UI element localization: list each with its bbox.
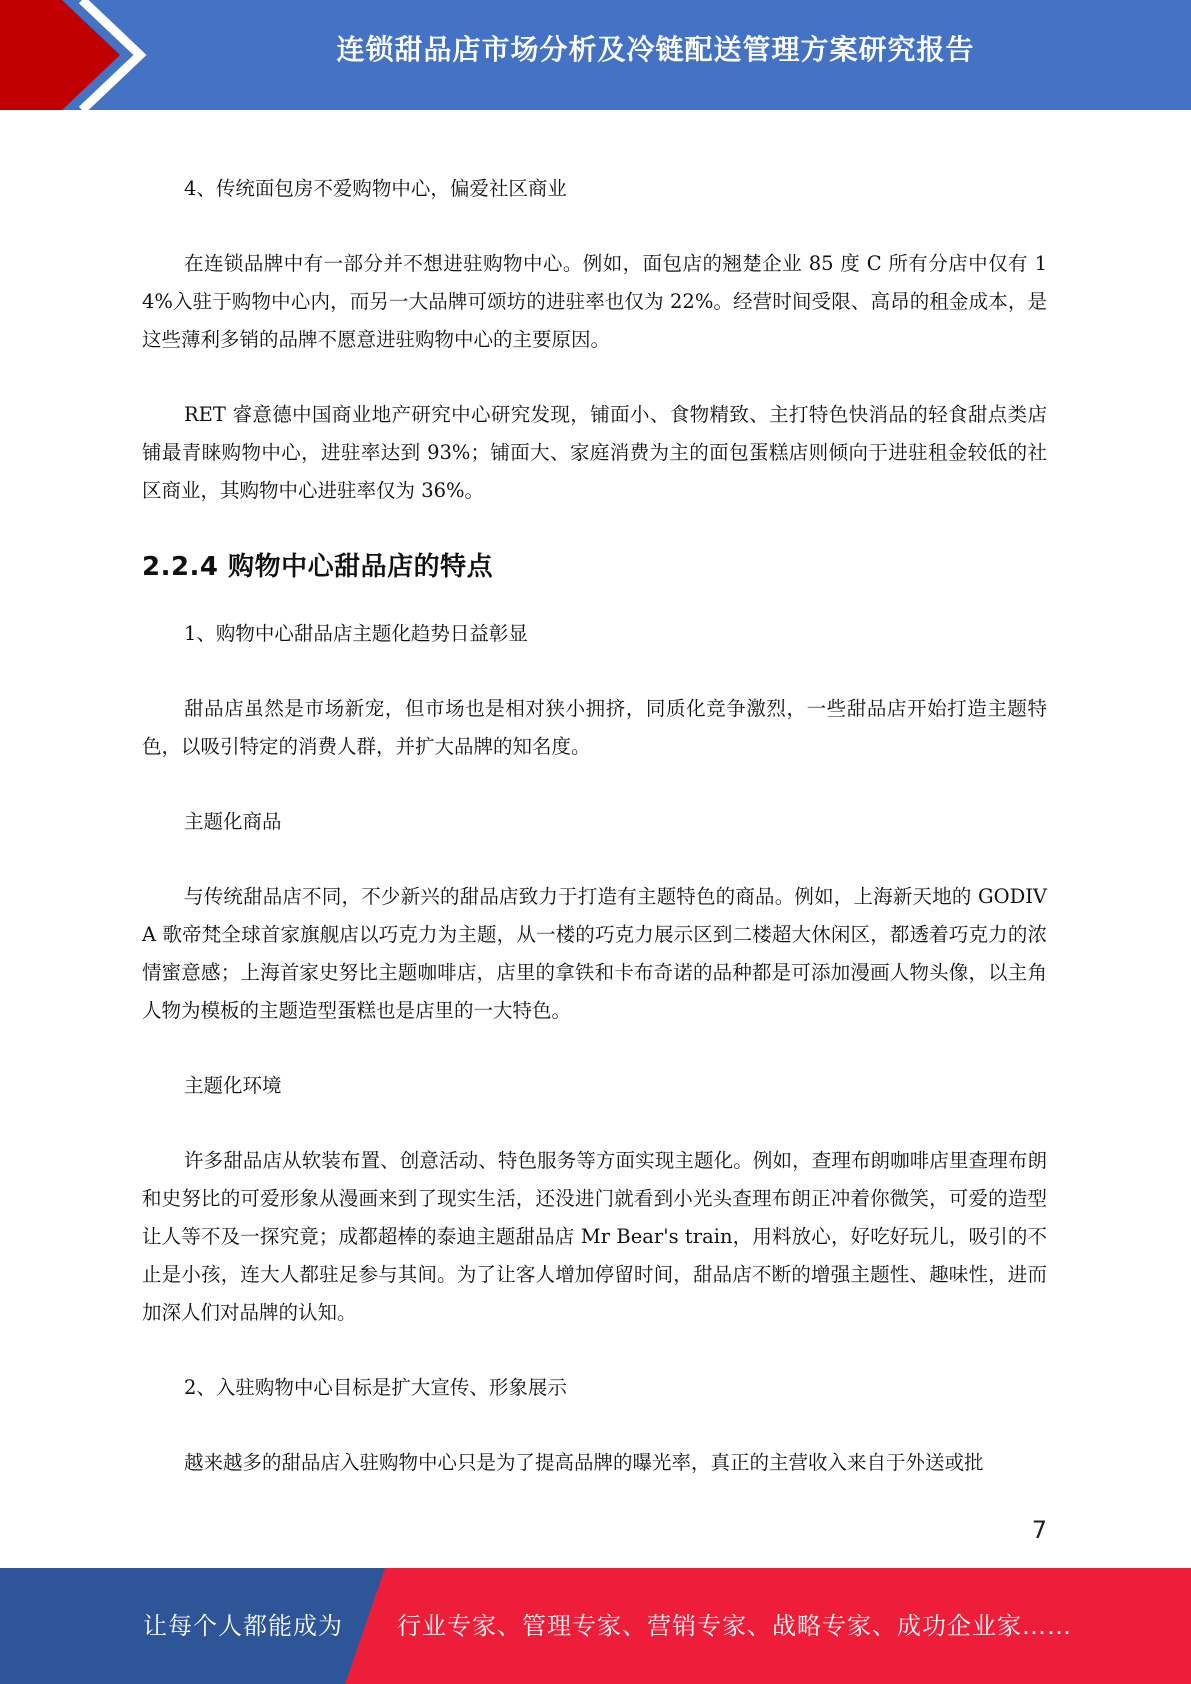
paragraph: RET 睿意德中国商业地产研究中心研究发现，铺面小、食物精致、主打特色快消品的轻食甜点类店铺最青睐购物中心，进驻率达到 93%；铺面大、家庭消费为主的面包蛋糕店则倾向于进驻租金较低的社区商业，其购物中心进驻率仅为 36%。 [142, 403, 1047, 502]
subsection-title: 主题化商品 [184, 810, 282, 833]
footer-slogan-right: 行业专家、管理专家、营销专家、战略专家、成功企业家…… [397, 1612, 1072, 1640]
page-header [0, 0, 1191, 110]
report-title: 连锁甜品店市场分析及冷链配送管理方案研究报告 [336, 33, 975, 66]
document-body [142, 170, 1047, 1482]
paragraph: 越来越多的甜品店入驻购物中心只是为了提高品牌的曝光率，真正的主营收入来自于外送或批 [184, 1451, 984, 1474]
subsection-title: 1、购物中心甜品店主题化趋势日益彰显 [184, 622, 528, 645]
paragraph: 与传统甜品店不同，不少新兴的甜品店致力于打造有主题特色的商品。例如，上海新天地的 GODIVA 歌帝梵全球首家旗舰店以巧克力为主题，从一楼的巧克力展示区到二楼超大休闲区，都透着巧克力的浓情蜜意感；上海首家史努比主题咖啡店，店里的拿铁和卡布奇诺的品种都是可添加漫画人物头像，以主角人物为模板的主题造型蛋糕也是店里的一大特色。 [142, 885, 1047, 1022]
page-footer [0, 1568, 1191, 1684]
subsection-title: 4、传统面包房不爱购物中心，偏爱社区商业 [184, 177, 567, 200]
page-number: 7 [1031, 1516, 1047, 1544]
paragraph: 甜品店虽然是市场新宠，但市场也是相对狭小拥挤，同质化竞争激烈，一些甜品店开始打造主题特色，以吸引特定的消费人群，并扩大品牌的知名度。 [142, 697, 1047, 758]
section-heading: 2.2.4 购物中心甜品店的特点 [142, 552, 494, 582]
paragraph: 在连锁品牌中有一部分并不想进驻购物中心。例如，面包店的翘楚企业 85 度 C 所有分店中仅有 14%入驻于购物中心内，而另一大品牌可颂坊的进驻率也仅为 22%。经营时间受限、高昂的租金成本，是这些薄利多销的品牌不愿意进驻购物中心的主要原因。 [142, 252, 1047, 351]
subsection-title: 主题化环境 [184, 1074, 282, 1097]
subsection-title: 2、入驻购物中心目标是扩大宣传、形象展示 [184, 1376, 567, 1399]
paragraph: 许多甜品店从软装布置、创意活动、特色服务等方面实现主题化。例如，查理布朗咖啡店里查理布朗和史努比的可爱形象从漫画来到了现实生活，还没进门就看到小光头查理布朗正冲着你微笑，可爱的造型让人等不及一探究竟；成都超棒的泰迪主题甜品店 Mr Bear's train，用料放心，好吃好玩儿，吸引的不止是小孩，连大人都驻足参与其间。为了让客人增加停留时间，甜品店不断的增强主题性、趣味性，进而加深人们对品牌的认知。 [142, 1149, 1047, 1324]
footer-slogan-left: 让每个人都能成为 [143, 1612, 343, 1640]
